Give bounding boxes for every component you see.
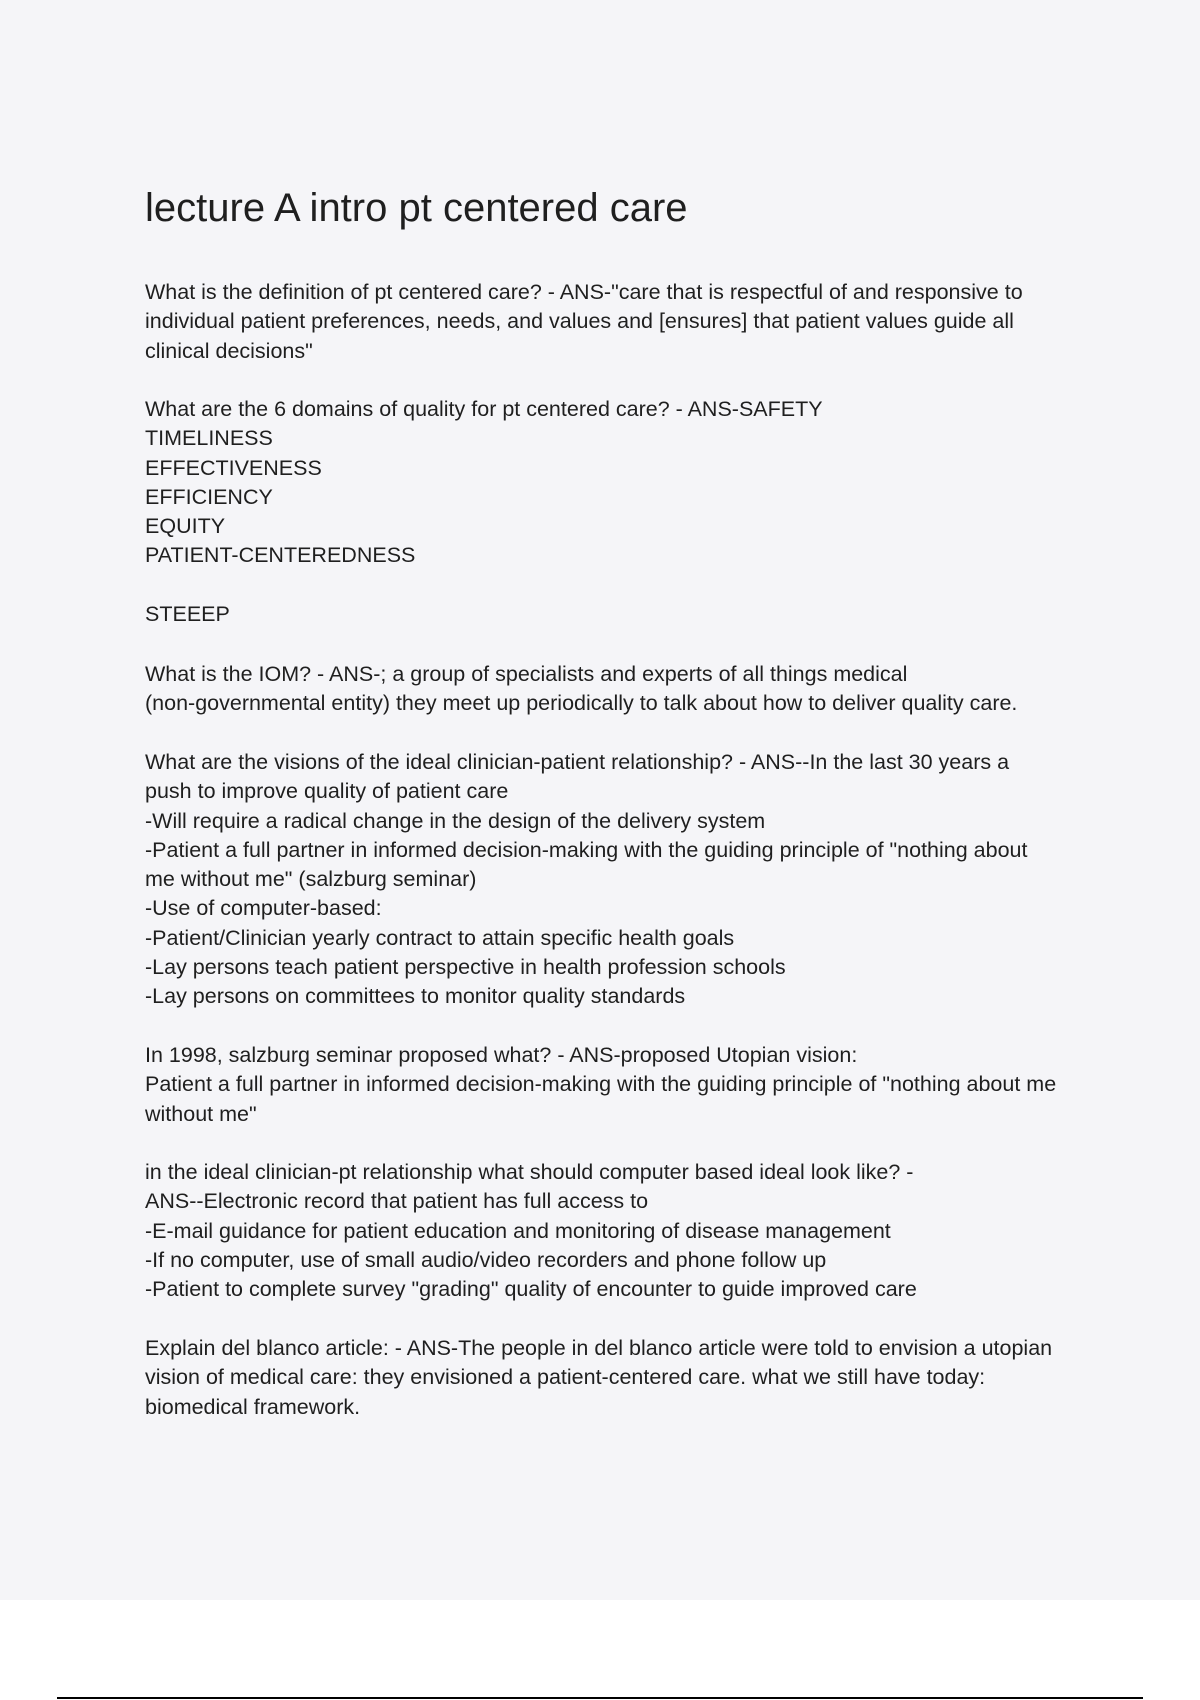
page-title: lecture A intro pt centered care [145, 186, 688, 230]
qa-item-iom: What is the IOM? - ANS-; a group of specialists and experts of all things medical (non-governmental entity) they meet up periodically to talk about how to deliver quality care. [145, 662, 1018, 716]
qa-item-definition: What is the definition of pt centered care? - ANS-"care that is respectful of and responsive to individual patient preferences, needs, and values and [ensures] that patient values guide all clinical decisions" [145, 280, 1023, 363]
qa-item-del-blanco: Explain del blanco article: - ANS-The people in del blanco article were told to envision a utopian vision of medical care: they envisioned a patient-centered care. what we still have today: biomedical framework. [145, 1336, 1053, 1419]
qa-item-salzburg: In 1998, salzburg seminar proposed what? - ANS-proposed Utopian vision: Patient a full partner in informed decision-making with the guiding principle of "nothing about me without me" [145, 1043, 1057, 1126]
qa-item-visions: What are the visions of the ideal clinician-patient relationship? - ANS--In the last 30 years a push to improve quality of patient care -Will require a radical change in the design of the delivery system -Patient a full partner in informed decision-making with the guiding principle of "nothing about me without me" (salzburg seminar) -Use of computer-based: -Patient/Clinician yearly contract to attain specific health goals -Lay persons teach patient perspective in health profession schools -Lay persons on committees to monitor quality standards [145, 750, 1028, 1009]
qa-item-domains: What are the 6 domains of quality for pt centered care? - ANS-SAFETY TIMELINESS EFFECTIVENESS EFFICIENCY EQUITY PATIENT-CENTEREDNESS STEEEP [145, 397, 823, 627]
footer-divider [57, 1697, 1143, 1699]
qa-item-computer-ideal: in the ideal clinician-pt relationship what should computer based ideal look like? - ANS--Electronic record that patient has full access to -E-mail guidance for patient education and monitoring of disease management -If no computer, use of small audio/video recorders and phone follow up -Patient to complete survey "grading" quality of encounter to guide improved care [145, 1160, 917, 1302]
